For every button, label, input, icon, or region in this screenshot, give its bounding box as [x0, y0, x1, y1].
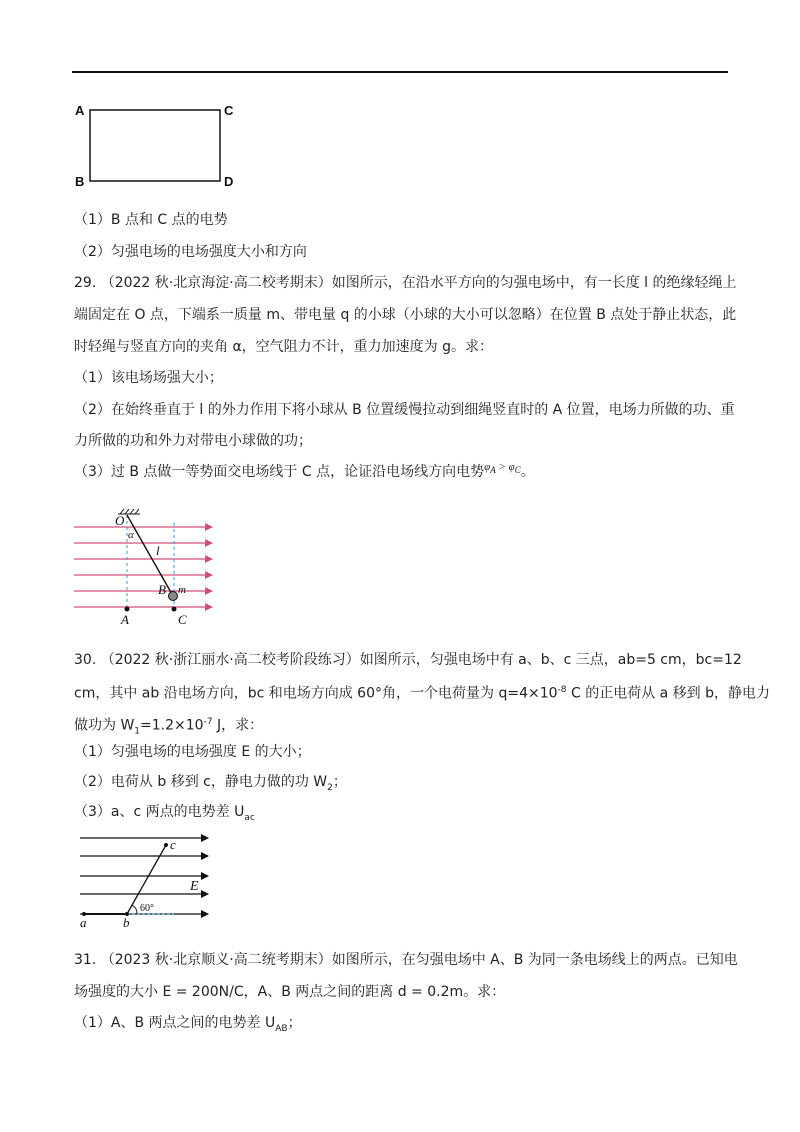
- angle-arc: [132, 905, 137, 914]
- label-angle: 60°: [140, 903, 154, 914]
- q28-part2: （2）匀强电场的电场强度大小和方向: [74, 244, 307, 260]
- field-abc-figure: [74, 828, 214, 928]
- q29-line1: 29. （2022 秋·北京海淀·高二校考期末）如图所示，在沿水平方向的匀强电场中，有一长度 l 的绝缘轻绳上: [74, 275, 737, 291]
- rectangle-abcd-figure: [72, 98, 242, 190]
- rectangle-shape: [90, 110, 220, 181]
- q29-part1: （1）该电场场强大小；: [74, 370, 223, 386]
- header-rule: [72, 71, 728, 73]
- label-b: b: [123, 915, 130, 928]
- q30-line2: cm，其中 ab 沿电场方向，bc 和电场方向成 60°角，一个电荷量为 $q=4\times 10^{-8}$ C 的正电荷从 a 移到 b，静电力: [74, 685, 771, 702]
- label-m: m: [178, 584, 186, 596]
- q31-line1: 31. （2023 秋·北京顺义·高二统考期末）如图所示，在匀强电场中 A、B 为同一条电场线上的两点。已知电: [74, 952, 738, 968]
- point-c: [164, 843, 168, 847]
- label-c: C: [224, 103, 234, 118]
- q29-part3: （3）过 B 点做一等势面交电场线于 C 点，论证沿电场线方向电势$^{\varphi_A > \varphi_C}$。: [74, 461, 535, 480]
- field-lines: [74, 527, 212, 607]
- label-c: C: [178, 612, 187, 627]
- label-b: B: [158, 582, 166, 597]
- point-a: [125, 607, 130, 612]
- q28-part1: （1）B 点和 C 点的电势: [74, 212, 228, 228]
- label-a: A: [121, 612, 129, 627]
- label-alpha: α: [128, 529, 134, 541]
- q30-part3: （3）a、c 两点的电势差 $U_{ac}$: [74, 804, 255, 823]
- q29-line2: 端固定在 O 点，下端系一质量 m、带电量 q 的小球（小球的大小可以忽略）在位置 B 点处于静止状态，此: [74, 307, 737, 323]
- q30-part2: （2）电荷从 b 移到 c，静电力做的功 $W_2$；: [74, 774, 347, 793]
- label-a: a: [80, 915, 87, 928]
- q30-part1: （1）匀强电场的电场强度 E 的大小；: [74, 744, 311, 760]
- q29-part2-line1: （2）在始终垂直于 l 的外力作用下将小球从 B 位置缓慢拉动到细绳竖直时的 A 位置，电场力所做的功、重: [74, 402, 735, 418]
- q29-line3: 时轻绳与竖直方向的夹角 α，空气阻力不计，重力加速度为 g。求：: [74, 339, 494, 355]
- label-b: B: [75, 174, 85, 189]
- label-a: A: [75, 103, 85, 118]
- label-o: O: [115, 513, 125, 528]
- q31-part1: （1）A、B 两点之间的电势差 $U_{AB}$；: [74, 1015, 302, 1034]
- label-e: E: [190, 879, 199, 894]
- q30-line1: 30. （2022 秋·浙江丽水·高二校考阶段练习）如图所示，匀强电场中有 a、b、c 三点，ab=5 cm，bc=12: [74, 652, 742, 668]
- ball: [169, 592, 178, 601]
- pendulum-field-figure: [70, 505, 220, 630]
- label-c: c: [170, 837, 176, 852]
- q29-part2-line2: 力所做的功和外力对带电小球做的功；: [74, 433, 312, 449]
- phi-a: φA > φC: [484, 461, 521, 476]
- q30-line3: 做功为 $W_1=1.2\times 10^{-7}$ J，求：: [74, 717, 264, 737]
- q29-part3-text: （3）过 B 点做一等势面交电场线于 C 点，论证沿电场线方向电势: [74, 464, 485, 480]
- label-l: l: [156, 543, 160, 558]
- q31-line2: 场强度的大小 E = 200N/C，A、B 两点之间的距离 d = 0.2m。求：: [74, 984, 506, 1000]
- label-d: D: [224, 174, 234, 189]
- point-c: [172, 607, 177, 612]
